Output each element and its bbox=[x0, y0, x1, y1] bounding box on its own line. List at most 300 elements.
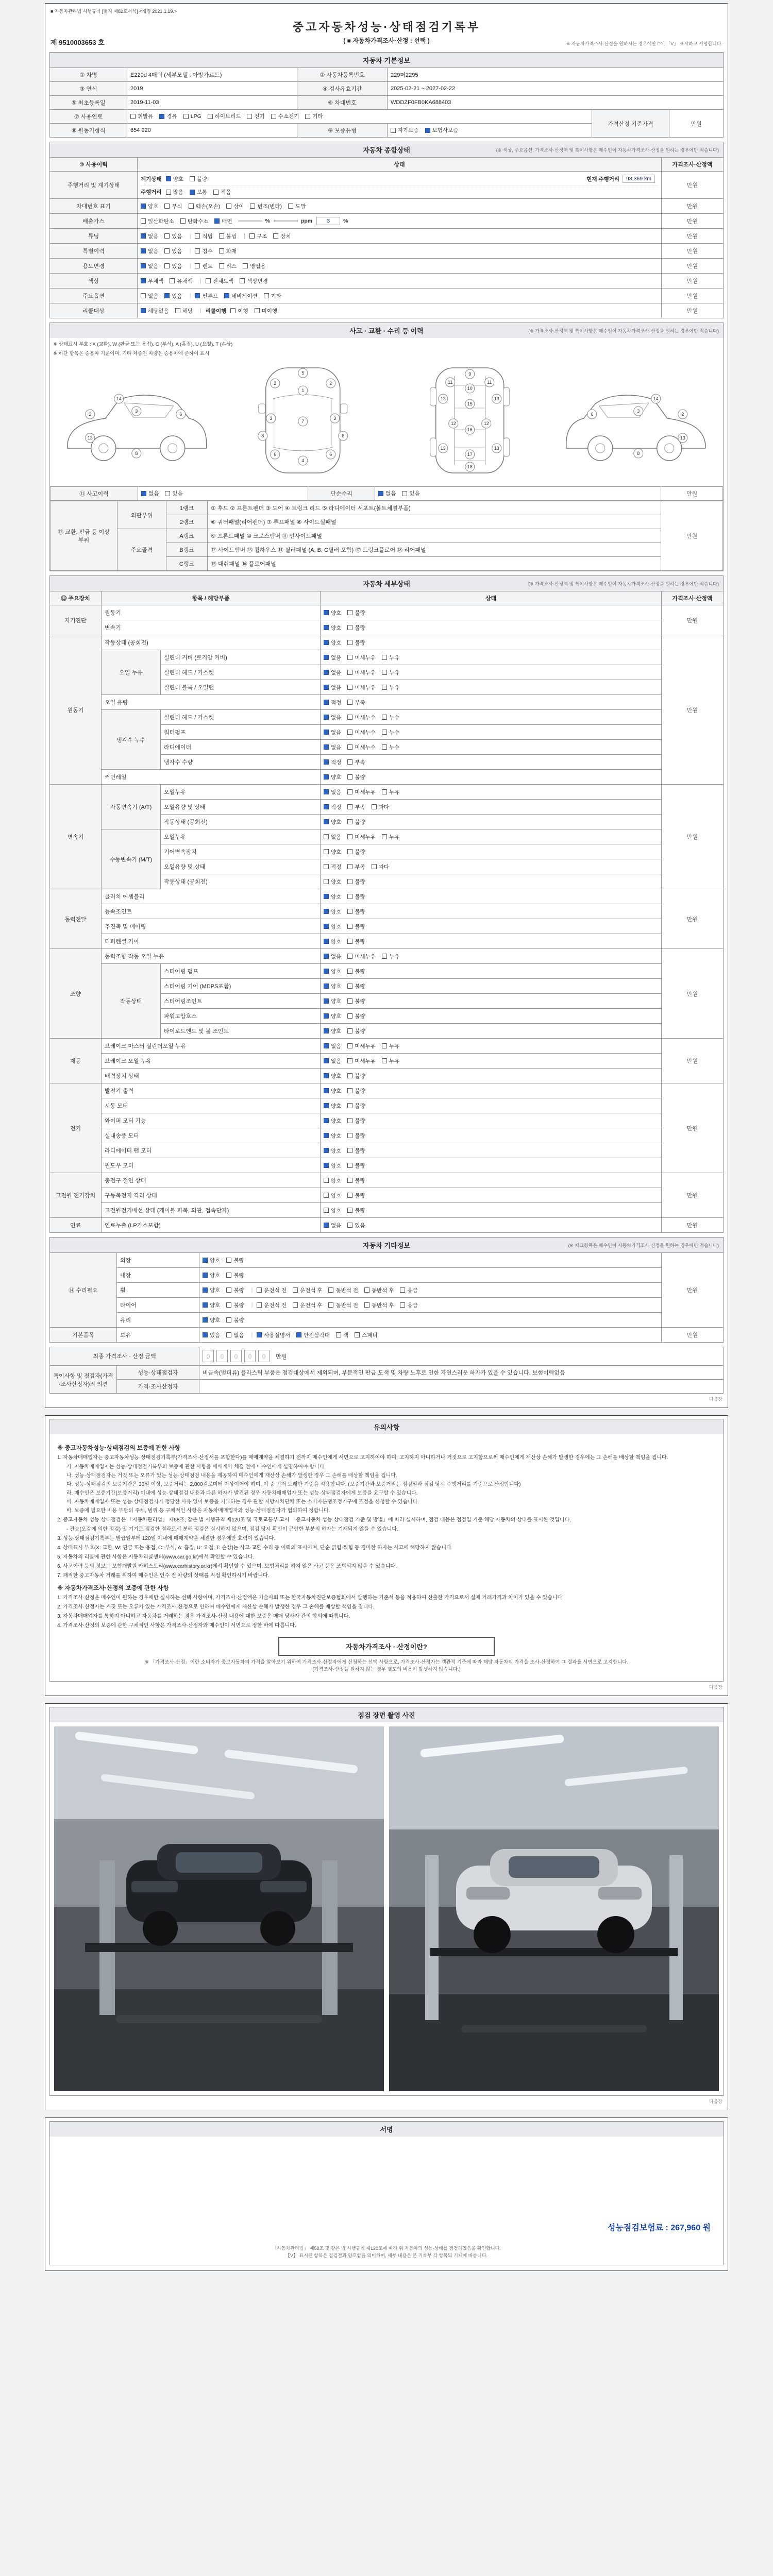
checkbox-option[interactable] bbox=[324, 953, 341, 960]
checkbox[interactable] bbox=[347, 849, 352, 854]
checkbox[interactable] bbox=[347, 984, 352, 989]
checkbox-option[interactable] bbox=[382, 953, 399, 960]
checkbox-option[interactable] bbox=[347, 953, 376, 960]
checkbox-option[interactable] bbox=[324, 699, 341, 706]
checkbox-option[interactable] bbox=[257, 1286, 287, 1294]
checkbox-option[interactable] bbox=[324, 773, 341, 781]
checkbox[interactable] bbox=[364, 1287, 369, 1293]
checkbox-option[interactable] bbox=[213, 188, 231, 196]
checkbox[interactable] bbox=[296, 1332, 301, 1337]
checkbox[interactable] bbox=[347, 744, 352, 750]
checkbox[interactable] bbox=[271, 114, 276, 119]
checkbox[interactable] bbox=[328, 1302, 333, 1308]
checkbox-option[interactable] bbox=[271, 112, 299, 120]
checkbox-option[interactable] bbox=[203, 1286, 220, 1294]
checkbox-option[interactable] bbox=[159, 112, 177, 120]
checkbox[interactable] bbox=[324, 1193, 329, 1198]
checkbox[interactable] bbox=[324, 954, 329, 959]
checkbox[interactable] bbox=[264, 293, 269, 298]
checkbox-option[interactable] bbox=[324, 714, 341, 721]
checkbox-option[interactable] bbox=[226, 1301, 244, 1309]
checkbox[interactable] bbox=[324, 1178, 329, 1183]
checkbox-option[interactable] bbox=[347, 848, 365, 856]
checkbox-option[interactable] bbox=[347, 1042, 376, 1050]
checkbox[interactable] bbox=[336, 1332, 341, 1337]
checkbox-option[interactable] bbox=[324, 1207, 341, 1214]
checkbox-option[interactable] bbox=[328, 1286, 358, 1294]
checkbox[interactable] bbox=[324, 685, 329, 690]
checkbox-option[interactable] bbox=[347, 833, 376, 841]
checkbox[interactable] bbox=[324, 804, 329, 809]
checkbox-option[interactable] bbox=[141, 277, 163, 285]
checkbox-option[interactable] bbox=[382, 714, 399, 721]
checkbox-option[interactable] bbox=[226, 1286, 244, 1294]
checkbox-option[interactable] bbox=[347, 1027, 365, 1035]
checkbox[interactable] bbox=[159, 114, 164, 119]
checkbox[interactable] bbox=[347, 939, 352, 944]
checkbox-option[interactable] bbox=[141, 247, 158, 255]
checkbox-option[interactable] bbox=[226, 202, 244, 210]
checkbox-option[interactable] bbox=[195, 292, 217, 300]
checkbox[interactable] bbox=[382, 954, 387, 959]
checkbox[interactable] bbox=[230, 308, 236, 313]
checkbox[interactable] bbox=[324, 640, 329, 645]
checkbox[interactable] bbox=[250, 204, 255, 209]
checkbox-option[interactable] bbox=[347, 1057, 376, 1065]
checkbox[interactable] bbox=[347, 730, 352, 735]
checkbox-option[interactable] bbox=[347, 758, 365, 766]
checkbox-option[interactable] bbox=[347, 669, 376, 676]
checkbox-option[interactable] bbox=[378, 489, 396, 497]
checkbox-option[interactable] bbox=[324, 893, 341, 901]
checkbox[interactable] bbox=[347, 670, 352, 675]
checkbox[interactable] bbox=[347, 969, 352, 974]
checkbox-option[interactable] bbox=[336, 1331, 348, 1339]
checkbox[interactable] bbox=[288, 204, 293, 209]
checkbox[interactable] bbox=[141, 293, 146, 298]
checkbox-option[interactable] bbox=[164, 292, 182, 300]
checkbox[interactable] bbox=[257, 1302, 262, 1308]
checkbox[interactable] bbox=[324, 759, 329, 765]
checkbox-option[interactable] bbox=[347, 1147, 365, 1155]
checkbox[interactable] bbox=[324, 1088, 329, 1093]
checkbox[interactable] bbox=[347, 1028, 352, 1033]
checkbox[interactable] bbox=[324, 924, 329, 929]
checkbox-option[interactable] bbox=[324, 609, 341, 617]
checkbox[interactable] bbox=[347, 625, 352, 630]
checkbox-option[interactable] bbox=[347, 639, 365, 647]
checkbox-option[interactable] bbox=[264, 292, 281, 300]
checkbox[interactable] bbox=[347, 1118, 352, 1123]
checkbox[interactable] bbox=[347, 998, 352, 1004]
checkbox-option[interactable] bbox=[347, 1192, 365, 1199]
checkbox-option[interactable] bbox=[402, 489, 419, 497]
checkbox[interactable] bbox=[226, 1302, 231, 1308]
checkbox[interactable] bbox=[226, 1258, 231, 1263]
checkbox[interactable] bbox=[324, 1118, 329, 1123]
checkbox-option[interactable] bbox=[400, 1301, 417, 1309]
checkbox-option[interactable] bbox=[347, 714, 376, 721]
checkbox[interactable] bbox=[206, 278, 211, 283]
checkbox-option[interactable] bbox=[293, 1301, 323, 1309]
checkbox[interactable] bbox=[164, 233, 170, 239]
checkbox[interactable] bbox=[324, 1058, 329, 1063]
checkbox[interactable] bbox=[347, 655, 352, 660]
checkbox-option[interactable] bbox=[382, 1057, 399, 1065]
checkbox[interactable] bbox=[347, 759, 352, 765]
checkbox[interactable] bbox=[402, 491, 407, 496]
checkbox[interactable] bbox=[347, 834, 352, 839]
checkbox-option[interactable] bbox=[382, 1042, 399, 1050]
checkbox[interactable] bbox=[364, 1302, 369, 1308]
checkbox-option[interactable] bbox=[324, 1012, 341, 1020]
checkbox-option[interactable] bbox=[347, 743, 376, 751]
checkbox-option[interactable] bbox=[195, 262, 212, 270]
checkbox-option[interactable] bbox=[324, 1222, 341, 1229]
checkbox[interactable] bbox=[273, 233, 278, 239]
checkbox[interactable] bbox=[347, 1208, 352, 1213]
checkbox-option[interactable] bbox=[347, 684, 376, 691]
checkbox[interactable] bbox=[243, 263, 248, 268]
checkbox-option[interactable] bbox=[324, 1072, 341, 1080]
checkbox[interactable] bbox=[382, 834, 387, 839]
checkbox[interactable] bbox=[347, 1058, 352, 1063]
checkbox-option[interactable] bbox=[164, 262, 182, 270]
checkbox[interactable] bbox=[183, 114, 189, 119]
checkbox-option[interactable] bbox=[141, 217, 174, 225]
checkbox-option[interactable] bbox=[189, 202, 221, 210]
checkbox[interactable] bbox=[347, 804, 352, 809]
checkbox[interactable] bbox=[372, 864, 377, 869]
checkbox[interactable] bbox=[324, 1163, 329, 1168]
checkbox-option[interactable] bbox=[141, 262, 158, 270]
checkbox[interactable] bbox=[214, 218, 220, 224]
checkbox-option[interactable] bbox=[347, 863, 365, 871]
checkbox-option[interactable] bbox=[214, 217, 232, 225]
checkbox[interactable] bbox=[391, 128, 396, 133]
checkbox[interactable] bbox=[347, 1043, 352, 1048]
checkbox[interactable] bbox=[347, 1073, 352, 1078]
checkbox[interactable] bbox=[400, 1302, 405, 1308]
checkbox-option[interactable] bbox=[190, 188, 207, 196]
checkbox-option[interactable] bbox=[324, 1057, 341, 1065]
checkbox-option[interactable] bbox=[324, 1042, 341, 1050]
checkbox-option[interactable] bbox=[324, 818, 341, 826]
checkbox-option[interactable] bbox=[226, 1257, 244, 1264]
checkbox-option[interactable] bbox=[324, 1162, 341, 1170]
checkbox-option[interactable] bbox=[347, 699, 365, 706]
checkbox-option[interactable] bbox=[324, 654, 341, 662]
checkbox-option[interactable] bbox=[324, 684, 341, 691]
checkbox-option[interactable] bbox=[164, 232, 182, 240]
price-survey-select-option[interactable]: ( ■ 자동차가격조사·산정 : 선택 ) bbox=[343, 37, 430, 44]
checkbox-option[interactable] bbox=[219, 232, 237, 240]
checkbox-option[interactable] bbox=[141, 292, 158, 300]
checkbox[interactable] bbox=[195, 263, 200, 268]
checkbox-option[interactable] bbox=[166, 175, 183, 183]
checkbox[interactable] bbox=[141, 491, 146, 496]
checkbox[interactable] bbox=[166, 176, 171, 181]
checkbox-option[interactable] bbox=[305, 112, 323, 120]
checkbox[interactable] bbox=[170, 278, 175, 283]
checkbox[interactable] bbox=[293, 1302, 298, 1308]
checkbox-option[interactable] bbox=[347, 908, 365, 916]
checkbox[interactable] bbox=[324, 834, 329, 839]
checkbox[interactable] bbox=[203, 1258, 208, 1263]
checkbox-option[interactable] bbox=[324, 938, 341, 945]
checkbox[interactable] bbox=[347, 715, 352, 720]
checkbox-option[interactable] bbox=[183, 113, 201, 120]
checkbox[interactable] bbox=[347, 1013, 352, 1019]
checkbox[interactable] bbox=[324, 879, 329, 884]
checkbox-option[interactable] bbox=[324, 1192, 341, 1199]
checkbox-option[interactable] bbox=[347, 938, 365, 945]
checkbox[interactable] bbox=[224, 293, 229, 298]
checkbox-option[interactable] bbox=[324, 997, 341, 1005]
checkbox-option[interactable] bbox=[226, 1272, 244, 1279]
checkbox[interactable] bbox=[180, 218, 186, 224]
checkbox[interactable] bbox=[347, 640, 352, 645]
checkbox-option[interactable] bbox=[324, 639, 341, 647]
checkbox[interactable] bbox=[195, 248, 200, 253]
checkbox[interactable] bbox=[347, 909, 352, 914]
checkbox[interactable] bbox=[324, 849, 329, 854]
checkbox[interactable] bbox=[382, 1058, 387, 1063]
checkbox[interactable] bbox=[355, 1332, 360, 1337]
checkbox-option[interactable] bbox=[130, 112, 153, 120]
checkbox-option[interactable] bbox=[324, 1177, 341, 1184]
checkbox-option[interactable] bbox=[324, 1132, 341, 1140]
checkbox-option[interactable] bbox=[203, 1257, 220, 1264]
checkbox[interactable] bbox=[400, 1287, 405, 1293]
checkbox[interactable] bbox=[203, 1287, 208, 1293]
checkbox[interactable] bbox=[372, 804, 377, 809]
checkbox[interactable] bbox=[324, 1103, 329, 1108]
checkbox-option[interactable] bbox=[195, 247, 212, 255]
checkbox-option[interactable] bbox=[324, 669, 341, 676]
checkbox-option[interactable] bbox=[324, 878, 341, 886]
checkbox-option[interactable] bbox=[203, 1316, 220, 1324]
checkbox-option[interactable] bbox=[347, 1177, 365, 1184]
checkbox[interactable] bbox=[324, 1208, 329, 1213]
checkbox-option[interactable] bbox=[382, 654, 399, 662]
checkbox-option[interactable] bbox=[347, 609, 365, 617]
checkbox-option[interactable] bbox=[372, 863, 389, 871]
checkbox[interactable] bbox=[382, 715, 387, 720]
checkbox[interactable] bbox=[347, 894, 352, 899]
checkbox[interactable] bbox=[175, 308, 180, 313]
checkbox-option[interactable] bbox=[347, 982, 365, 990]
checkbox[interactable] bbox=[324, 774, 329, 779]
checkbox[interactable] bbox=[226, 1317, 231, 1323]
checkbox-option[interactable] bbox=[425, 126, 459, 134]
checkbox-option[interactable] bbox=[382, 743, 399, 751]
checkbox-option[interactable] bbox=[347, 818, 365, 826]
checkbox[interactable] bbox=[347, 1133, 352, 1138]
checkbox-option[interactable] bbox=[382, 833, 399, 841]
checkbox[interactable] bbox=[324, 864, 329, 869]
checkbox[interactable] bbox=[324, 700, 329, 705]
checkbox-option[interactable] bbox=[208, 112, 241, 120]
checkbox-option[interactable] bbox=[141, 489, 159, 497]
checkbox[interactable] bbox=[324, 1073, 329, 1078]
checkbox-option[interactable] bbox=[347, 1132, 365, 1140]
checkbox-option[interactable] bbox=[347, 624, 365, 632]
signature-area[interactable] bbox=[49, 2137, 724, 2265]
checkbox[interactable] bbox=[141, 204, 146, 209]
checkbox[interactable] bbox=[164, 248, 170, 253]
checkbox[interactable] bbox=[203, 1273, 208, 1278]
checkbox[interactable] bbox=[141, 233, 146, 239]
checkbox-option[interactable] bbox=[247, 112, 264, 120]
checkbox-option[interactable] bbox=[324, 1087, 341, 1095]
checkbox[interactable] bbox=[328, 1287, 333, 1293]
checkbox[interactable] bbox=[347, 610, 352, 615]
checkbox[interactable] bbox=[141, 218, 146, 224]
checkbox[interactable] bbox=[293, 1287, 298, 1293]
checkbox-option[interactable] bbox=[250, 202, 282, 210]
checkbox[interactable] bbox=[347, 1103, 352, 1108]
checkbox[interactable] bbox=[347, 864, 352, 869]
checkbox[interactable] bbox=[347, 1148, 352, 1153]
checkbox[interactable] bbox=[347, 879, 352, 884]
checkbox-option[interactable] bbox=[324, 1117, 341, 1125]
checkbox[interactable] bbox=[219, 233, 224, 239]
checkbox-option[interactable] bbox=[296, 1331, 330, 1339]
checkbox[interactable] bbox=[347, 819, 352, 824]
checkbox-option[interactable] bbox=[324, 1147, 341, 1155]
checkbox[interactable] bbox=[347, 954, 352, 959]
checkbox[interactable] bbox=[324, 1013, 329, 1019]
checkbox[interactable] bbox=[382, 730, 387, 735]
checkbox[interactable] bbox=[324, 610, 329, 615]
checkbox[interactable] bbox=[324, 909, 329, 914]
checkbox-option[interactable] bbox=[230, 307, 248, 315]
checkbox-option[interactable] bbox=[165, 489, 182, 497]
checkbox[interactable] bbox=[347, 774, 352, 779]
checkbox-option[interactable] bbox=[190, 175, 207, 183]
checkbox-option[interactable] bbox=[364, 1286, 394, 1294]
checkbox-option[interactable] bbox=[170, 277, 192, 285]
checkbox-option[interactable] bbox=[203, 1331, 220, 1339]
checkbox[interactable] bbox=[141, 263, 146, 268]
checkbox[interactable] bbox=[382, 670, 387, 675]
checkbox[interactable] bbox=[141, 308, 146, 313]
checkbox-option[interactable] bbox=[347, 1222, 365, 1229]
checkbox[interactable] bbox=[257, 1287, 262, 1293]
checkbox[interactable] bbox=[164, 293, 170, 298]
checkbox[interactable] bbox=[324, 998, 329, 1004]
checkbox[interactable] bbox=[226, 1332, 231, 1337]
checkbox-option[interactable] bbox=[324, 848, 341, 856]
checkbox-option[interactable] bbox=[180, 217, 209, 225]
checkbox-option[interactable] bbox=[249, 232, 267, 240]
checkbox-option[interactable] bbox=[324, 863, 341, 871]
checkbox-option[interactable] bbox=[382, 728, 399, 736]
checkbox-option[interactable] bbox=[324, 788, 341, 796]
checkbox-option[interactable] bbox=[324, 1102, 341, 1110]
checkbox[interactable] bbox=[324, 730, 329, 735]
checkbox[interactable] bbox=[130, 114, 136, 119]
checkbox-option[interactable] bbox=[164, 202, 182, 210]
checkbox[interactable] bbox=[226, 204, 231, 209]
checkbox-option[interactable] bbox=[328, 1301, 358, 1309]
checkbox-option[interactable] bbox=[347, 728, 376, 736]
checkbox[interactable] bbox=[324, 1028, 329, 1033]
checkbox-option[interactable] bbox=[226, 1316, 244, 1324]
checkbox-option[interactable] bbox=[324, 968, 341, 975]
checkbox[interactable] bbox=[324, 715, 329, 720]
checkbox[interactable] bbox=[347, 1193, 352, 1198]
checkbox[interactable] bbox=[347, 1178, 352, 1183]
checkbox-option[interactable] bbox=[355, 1331, 377, 1339]
checkbox-option[interactable] bbox=[203, 1301, 220, 1309]
checkbox[interactable] bbox=[255, 308, 260, 313]
checkbox-option[interactable] bbox=[164, 247, 182, 255]
checkbox[interactable] bbox=[324, 939, 329, 944]
checkbox[interactable] bbox=[203, 1332, 208, 1337]
checkbox-option[interactable] bbox=[347, 968, 365, 975]
checkbox[interactable] bbox=[203, 1302, 208, 1308]
checkbox[interactable] bbox=[166, 190, 171, 195]
checkbox[interactable] bbox=[165, 491, 170, 496]
checkbox-option[interactable] bbox=[347, 1162, 365, 1170]
checkbox-option[interactable] bbox=[347, 654, 376, 662]
checkbox-option[interactable] bbox=[324, 923, 341, 930]
checkbox[interactable] bbox=[378, 491, 383, 496]
checkbox[interactable] bbox=[324, 894, 329, 899]
checkbox-option[interactable] bbox=[195, 232, 212, 240]
checkbox-option[interactable] bbox=[141, 307, 169, 315]
checkbox[interactable] bbox=[213, 190, 219, 195]
checkbox-option[interactable] bbox=[347, 1087, 365, 1095]
checkbox-option[interactable] bbox=[166, 188, 183, 196]
checkbox[interactable] bbox=[257, 1332, 262, 1337]
checkbox[interactable] bbox=[324, 819, 329, 824]
checkbox-option[interactable] bbox=[324, 833, 341, 841]
checkbox[interactable] bbox=[189, 204, 194, 209]
checkbox-option[interactable] bbox=[400, 1286, 417, 1294]
checkbox-option[interactable] bbox=[324, 1027, 341, 1035]
checkbox-option[interactable] bbox=[347, 997, 365, 1005]
checkbox-option[interactable] bbox=[324, 728, 341, 736]
checkbox-option[interactable] bbox=[372, 803, 389, 811]
checkbox[interactable] bbox=[141, 278, 146, 283]
checkbox-option[interactable] bbox=[347, 878, 365, 886]
checkbox-option[interactable] bbox=[382, 684, 399, 691]
checkbox-option[interactable] bbox=[347, 1207, 365, 1214]
checkbox[interactable] bbox=[347, 1223, 352, 1228]
checkbox[interactable] bbox=[324, 1043, 329, 1048]
checkbox[interactable] bbox=[190, 176, 195, 181]
checkbox[interactable] bbox=[324, 670, 329, 675]
checkbox-option[interactable] bbox=[347, 1102, 365, 1110]
checkbox[interactable] bbox=[219, 248, 224, 253]
checkbox-option[interactable] bbox=[243, 262, 265, 270]
checkbox-option[interactable] bbox=[273, 232, 291, 240]
checkbox[interactable] bbox=[324, 984, 329, 989]
checkbox[interactable] bbox=[382, 685, 387, 690]
checkbox[interactable] bbox=[324, 1133, 329, 1138]
checkbox[interactable] bbox=[190, 190, 195, 195]
checkbox[interactable] bbox=[226, 1287, 231, 1293]
checkbox-option[interactable] bbox=[257, 1301, 287, 1309]
checkbox-option[interactable] bbox=[382, 669, 399, 676]
checkbox[interactable] bbox=[324, 655, 329, 660]
checkbox-option[interactable] bbox=[324, 743, 341, 751]
checkbox-option[interactable] bbox=[391, 126, 419, 134]
checkbox[interactable] bbox=[382, 789, 387, 794]
